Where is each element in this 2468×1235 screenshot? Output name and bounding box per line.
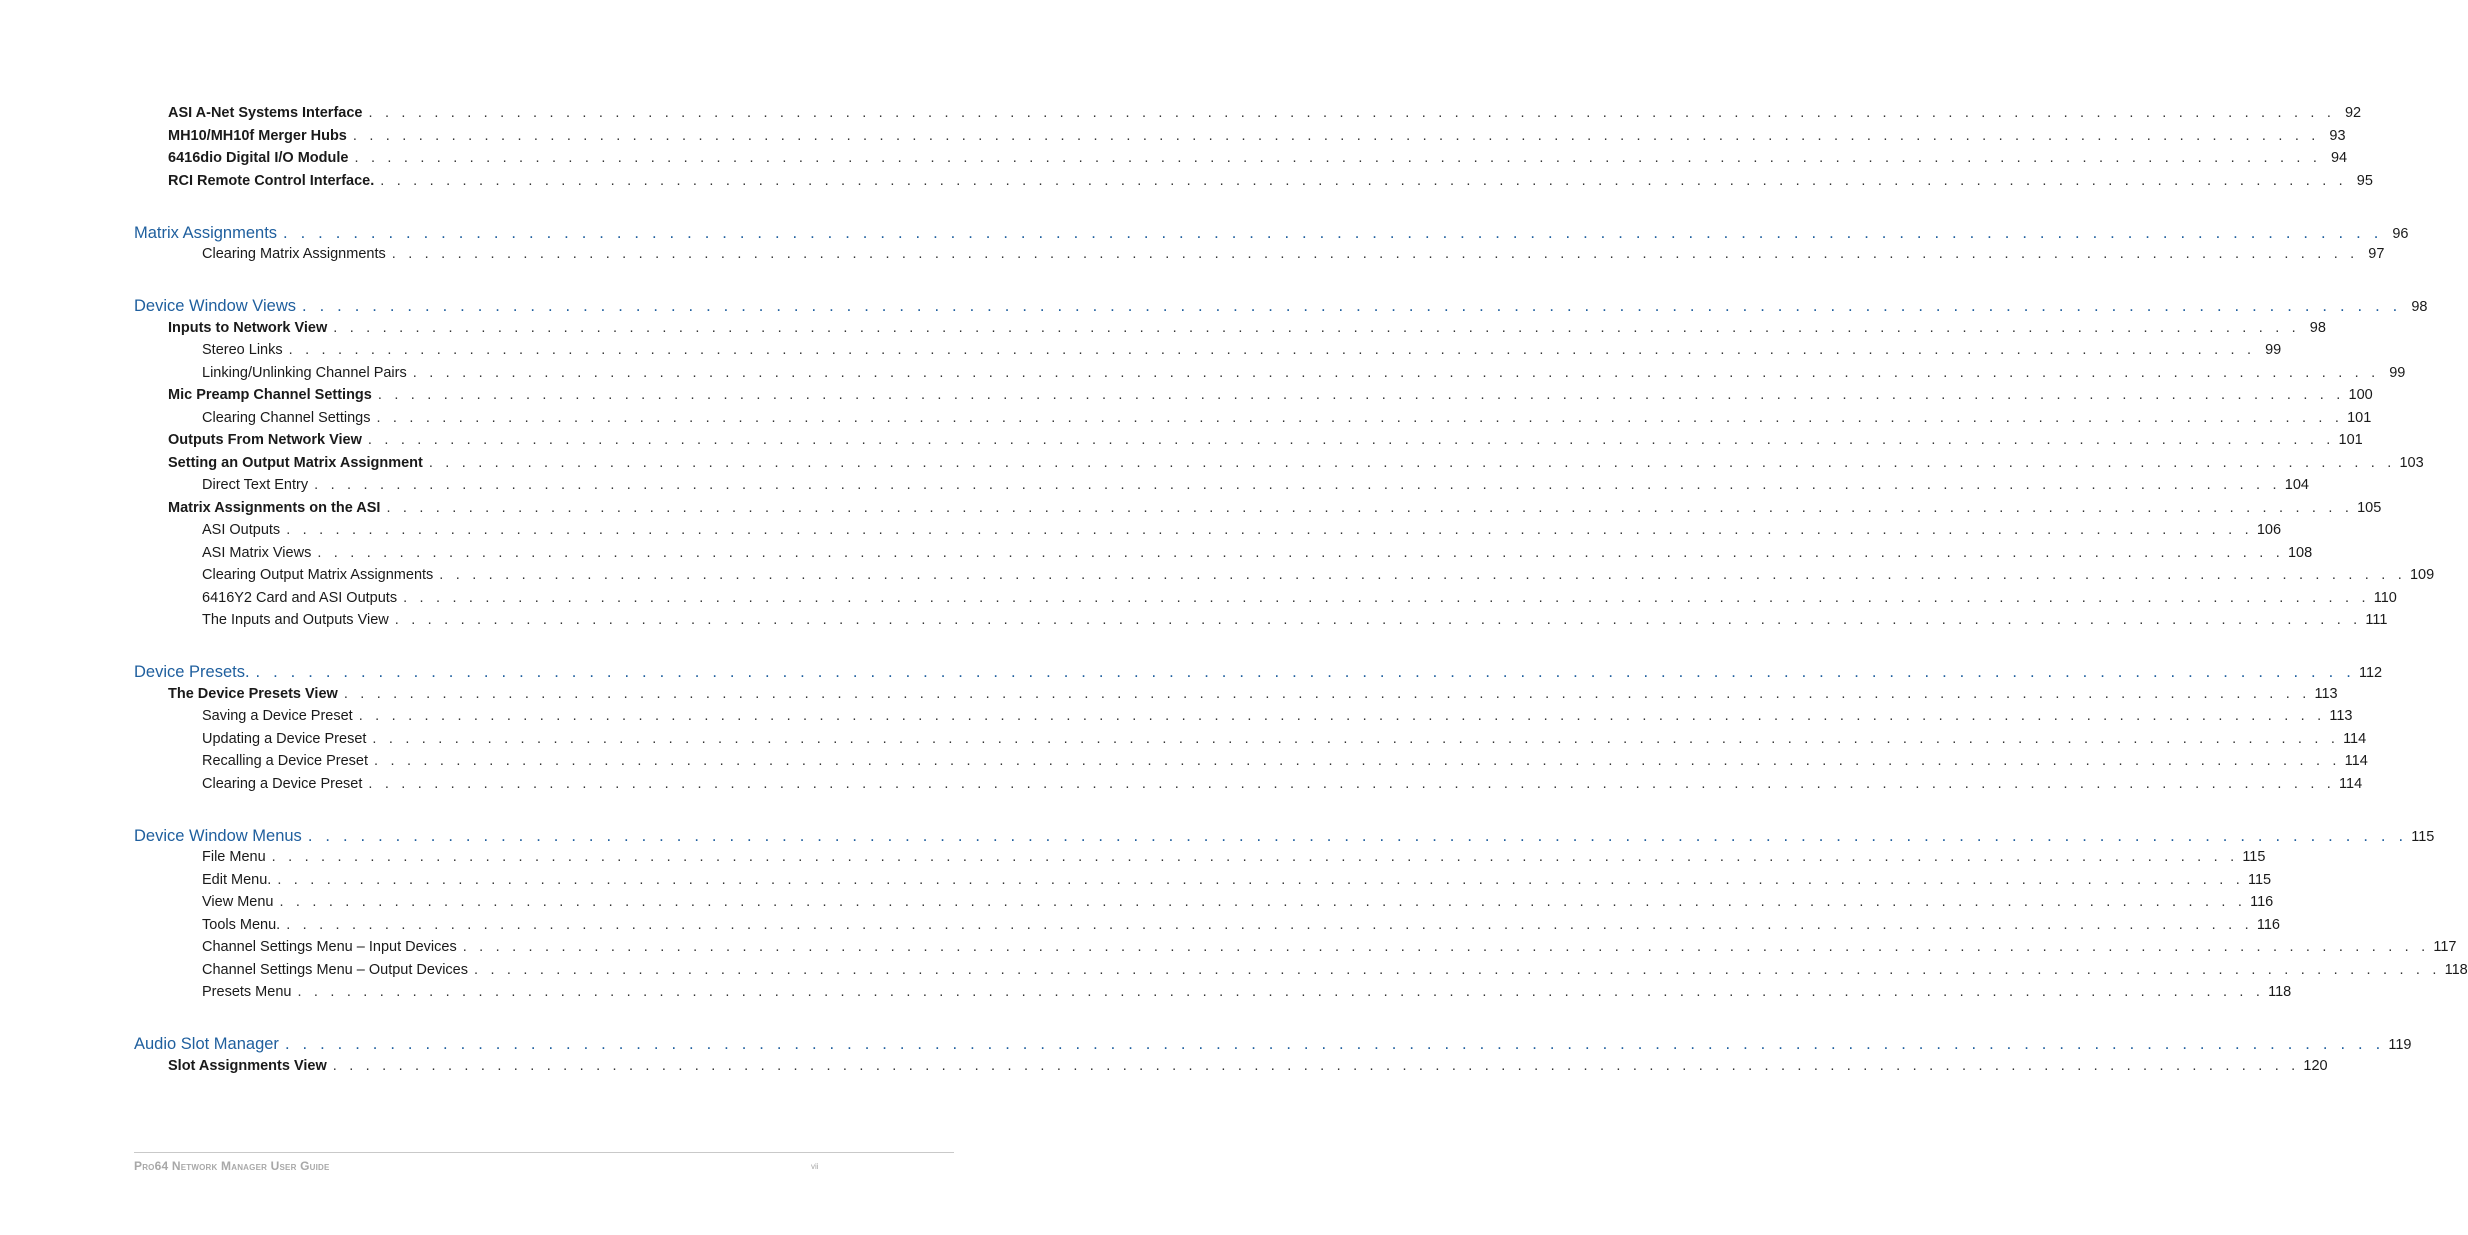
toc-entry-label: Presets Menu bbox=[202, 984, 292, 1000]
toc-entry-label: Inputs to Network View bbox=[168, 320, 328, 336]
toc-entry-label: ASI Outputs bbox=[202, 522, 281, 538]
toc-entry-label: Slot Assignments View bbox=[168, 1058, 327, 1074]
toc-entry-page: 119 bbox=[2388, 1037, 2412, 1053]
toc-leader-dots: . . . . . . . . . . . . . . . . . . . . . . . . . . . . . . . . . . . . . . . . . . . . . . . . . . . . . . . . . . . . . . . . . . . . . . . . . . . . . . . . . . . . . . . . . . . . . . . . . . . . . . . . . . . . . . . . . . . . . . . . bbox=[391, 246, 2359, 262]
toc-entry[interactable] bbox=[168, 320, 2326, 342]
toc-leader-dots: . . . . . . . . . . . . . . . . . . . . . . . . . . . . . . . . . . . . . . . . . . . . . . . . . . . . . . . . . . . . . . . . . . . . . . . . . . . . . . . . . . . . . . . . . . . . . . . . . . . . . . . . . . . . . . . . . . . . . . . . bbox=[374, 753, 2341, 769]
toc-leader-dots: . . . . . . . . . . . . . . . . . . . . . . . . . . . . . . . . . . . . . . . . . . . . . . . . . . . . . . . . . . . . . . . . . . . . . . . . . . . . . . . . . . . . . . . . . . . . . . . . . . . . . . . . . . . . . . . . . . . . . . . . bbox=[439, 567, 2406, 583]
toc-entry-label: RCI Remote Control Interface. bbox=[168, 173, 375, 189]
toc-leader-dots: . . . . . . . . . . . . . . . . . . . . . . . . . . . . . . . . . . . . . . . . . . . . . . . . . . . . . . . . . . . . . . . . . . . . . . . . . . . . . . . . . . . . . . . . . . . . . . . . . . . . . . . . . . . . . . . . . . . . . . . . bbox=[354, 150, 2322, 166]
toc-entry[interactable] bbox=[202, 894, 2274, 916]
toc-leader-dots: . . . . . . . . . . . . . . . . . . . . . . . . . . . . . . . . . . . . . . . . . . . . . . . . . . . . . . . . . . . . . . . . . . . . . . . . . . . . . . . . . . . . . . . . . . . . . . . . . . . . . . . . . . . . . . . . . . . . . . . . bbox=[307, 827, 2408, 845]
toc-entry-label: Clearing Output Matrix Assignments bbox=[202, 567, 434, 583]
toc-entry-label: Outputs From Network View bbox=[168, 432, 362, 448]
toc-leader-dots: . . . . . . . . . . . . . . . . . . . . . . . . . . . . . . . . . . . . . . . . . . . . . . . . . . . . . . . . . . . . . . . . . . . . . . . . . . . . . . . . . . . . . . . . . . . . . . . . . . . . . . . . . . . . . . . . . . . . . . . . bbox=[332, 1058, 2300, 1074]
toc-leader-dots: . . . . . . . . . . . . . . . . . . . . . . . . . . . . . . . . . . . . . . . . . . . . . . . . . . . . . . . . . . . . . . . . . . . . . . . . . . . . . . . . . . . . . . . . . . . . . . . . . . . . . . . . . . . . . . . . . . . . . . . . bbox=[394, 612, 2362, 628]
toc-entry-label: Setting an Output Matrix Assignment bbox=[168, 455, 423, 471]
toc-entry[interactable] bbox=[202, 246, 2385, 268]
toc-entry-label: Linking/Unlinking Channel Pairs bbox=[202, 365, 407, 381]
toc-entry-page: 105 bbox=[2357, 500, 2382, 516]
toc-entry-page: 98 bbox=[2411, 299, 2428, 315]
toc-leader-dots: . . . . . . . . . . . . . . . . . . . . . . . . . . . . . . . . . . . . . . . . . . . . . . . . . . . . . . . . . . . . . . . . . . . . . . . . . . . . . . . . . . . . . . . . . . . . . . . . . . . . . . . . . . . . . . . . . . . . . . . . bbox=[284, 1035, 2385, 1053]
toc-entry-label: Clearing Channel Settings bbox=[202, 410, 371, 426]
toc-entry[interactable] bbox=[202, 477, 2309, 499]
toc-leader-dots: . . . . . . . . . . . . . . . . . . . . . . . . . . . . . . . . . . . . . . . . . . . . . . . . . . . . . . . . . . . . . . . . . . . . . . . . . . . . . . . . . . . . . . . . . . . . . . . . . . . . . . . . . . . . . . . . . . . . . . . . bbox=[368, 776, 2336, 792]
toc-entry-page: 111 bbox=[2365, 612, 2388, 628]
toc-entry[interactable] bbox=[168, 500, 2382, 522]
toc-leader-dots: . . . . . . . . . . . . . . . . . . . . . . . . . . . . . . . . . . . . . . . . . . . . . . . . . . . . . . . . . . . . . . . . . . . . . . . . . . . . . . . . . . . . . . . . . . . . . . . . . . . . . . . . . . . . . . . . . . . . . . . . bbox=[358, 708, 2326, 724]
toc-entry-label: View Menu bbox=[202, 894, 274, 910]
toc-entry-page: 114 bbox=[2344, 753, 2368, 769]
toc-entry[interactable] bbox=[202, 612, 2388, 634]
toc-entry-page: 101 bbox=[2347, 410, 2372, 426]
toc-entry-page: 108 bbox=[2287, 545, 2313, 561]
toc-entry-label: Channel Settings Menu – Input Devices bbox=[202, 939, 457, 955]
toc-entry-label: Tools Menu. bbox=[202, 917, 281, 933]
toc-leader-dots: . . . . . . . . . . . . . . . . . . . . . . . . . . . . . . . . . . . . . . . . . . . . . . . . . . . . . . . . . . . . . . . . . . . . . . . . . . . . . . . . . . . . . . . . . . . . . . . . . . . . . . . . . . . . . . . . . . . . . . . . bbox=[380, 173, 2347, 189]
toc-leader-dots: . . . . . . . . . . . . . . . . . . . . . . . . . . . . . . . . . . . . . . . . . . . . . . . . . . . . . . . . . . . . . . . . . . . . . . . . . . . . . . . . . . . . . . . . . . . . . . . . . . . . . . . . . . . . . . . . . . . . . . . . bbox=[428, 455, 2396, 471]
toc-entry-page: 98 bbox=[2309, 320, 2326, 336]
toc-leader-dots: . . . . . . . . . . . . . . . . . . . . . . . . . . . . . . . . . . . . . . . . . . . . . . . . . . . . . . . . . . . . . . . . . . . . . . . . . . . . . . . . . . . . . . . . . . . . . . . . . . . . . . . . . . . . . . . . . . . . . . . . bbox=[277, 872, 2244, 888]
toc-entry-label: Device Window Views bbox=[134, 297, 297, 315]
toc-leader-dots: . . . . . . . . . . . . . . . . . . . . . . . . . . . . . . . . . . . . . . . . . . . . . . . . . . . . . . . . . . . . . . . . . . . . . . . . . . . . . . . . . . . . . . . . . . . . . . . . . . . . . . . . . . . . . . . . . . . . . . . . bbox=[297, 984, 2265, 1000]
footer-divider bbox=[134, 1152, 954, 1153]
toc-section-heading[interactable] bbox=[134, 297, 2428, 319]
toc-leader-dots: . . . . . . . . . . . . . . . . . . . . . . . . . . . . . . . . . . . . . . . . . . . . . . . . . . . . . . . . . . . . . . . . . . . . . . . . . . . . . . . . . . . . . . . . . . . . . . . . . . . . . . . . . . . . . . . . . . . . . . . . bbox=[473, 962, 2441, 978]
toc-entry-page: 113 bbox=[2329, 708, 2353, 724]
toc-entry-page: 114 bbox=[2339, 776, 2363, 792]
toc-section-heading[interactable] bbox=[134, 663, 2383, 685]
toc-leader-dots: . . . . . . . . . . . . . . . . . . . . . . . . . . . . . . . . . . . . . . . . . . . . . . . . . . . . . . . . . . . . . . . . . . . . . . . . . . . . . . . . . . . . . . . . . . . . . . . . . . . . . . . . . . . . . . . . . . . . . . . . bbox=[343, 686, 2311, 702]
toc-entry[interactable] bbox=[168, 173, 2373, 195]
footer-page-number: vii bbox=[811, 1162, 819, 1171]
toc-section-heading[interactable] bbox=[134, 827, 2435, 849]
toc-entry[interactable] bbox=[168, 455, 2424, 477]
toc-entry[interactable] bbox=[202, 545, 2313, 567]
toc-leader-dots: . . . . . . . . . . . . . . . . . . . . . . . . . . . . . . . . . . . . . . . . . . . . . . . . . . . . . . . . . . . . . . . . . . . . . . . . . . . . . . . . . . . . . . . . . . . . . . . . . . . . . . . . . . . . . . . . . . . . . . . . bbox=[333, 320, 2300, 336]
toc-entry-page: 97 bbox=[2368, 246, 2385, 262]
toc-entry-label: Stereo Links bbox=[202, 342, 283, 358]
toc-leader-dots: . . . . . . . . . . . . . . . . . . . . . . . . . . . . . . . . . . . . . . . . . . . . . . . . . . . . . . . . . . . . . . . . . . . . . . . . . . . . . . . . . . . . . . . . . . . . . . . . . . . . . . . . . . . . . . . . . . . . . . . . bbox=[376, 410, 2344, 426]
toc-entry[interactable] bbox=[202, 342, 2282, 364]
toc-entry-page: 96 bbox=[2392, 226, 2409, 242]
toc-entry-page: 95 bbox=[2356, 173, 2373, 189]
toc-leader-dots: . . . . . . . . . . . . . . . . . . . . . . . . . . . . . . . . . . . . . . . . . . . . . . . . . . . . . . . . . . . . . . . . . . . . . . . . . . . . . . . . . . . . . . . . . . . . . . . . . . . . . . . . . . . . . . . . . . . . . . . . bbox=[283, 224, 2383, 242]
toc-entry[interactable] bbox=[202, 567, 2435, 589]
toc-entry-label: 6416dio Digital I/O Module bbox=[168, 150, 349, 166]
toc-entry-label: MH10/MH10f Merger Hubs bbox=[168, 128, 347, 144]
toc-entry-page: 114 bbox=[2343, 731, 2367, 747]
toc-leader-dots: . . . . . . . . . . . . . . . . . . . . . . . . . . . . . . . . . . . . . . . . . . . . . . . . . . . . . . . . . . . . . . . . . . . . . . . . . . . . . . . . . . . . . . . . . . . . . . . . . . . . . . . . . . . . . . . . . . . . . . . . bbox=[412, 365, 2380, 381]
toc-leader-dots: . . . . . . . . . . . . . . . . . . . . . . . . . . . . . . . . . . . . . . . . . . . . . . . . . . . . . . . . . . . . . . . . . . . . . . . . . . . . . . . . . . . . . . . . . . . . . . . . . . . . . . . . . . . . . . . . . . . . . . . . bbox=[367, 432, 2335, 448]
toc-entry-label: File Menu bbox=[202, 849, 266, 865]
toc-entry-page: 100 bbox=[2348, 387, 2373, 403]
toc-entry-page: 113 bbox=[2314, 686, 2338, 702]
toc-entry-page: 116 bbox=[2250, 894, 2274, 910]
toc-entry[interactable] bbox=[202, 731, 2367, 753]
toc-entry[interactable] bbox=[202, 962, 2468, 984]
toc-entry-page: 115 bbox=[2247, 872, 2272, 888]
toc-entry[interactable] bbox=[202, 776, 2363, 798]
toc-entry-label: Saving a Device Preset bbox=[202, 708, 353, 724]
toc-entry-page: 101 bbox=[2338, 432, 2363, 448]
toc-leader-dots: . . . . . . . . . . . . . . . . . . . . . . . . . . . . . . . . . . . . . . . . . . . . . . . . . . . . . . . . . . . . . . . . . . . . . . . . . . . . . . . . . . . . . . . . . . . . . . . . . . . . . . . . . . . . . . . . . . . . . . . . bbox=[286, 917, 2253, 933]
toc-section-heading[interactable] bbox=[134, 1035, 2412, 1057]
toc-entry-label: Clearing a Device Preset bbox=[202, 776, 363, 792]
toc-entry-label: Device Window Menus bbox=[134, 827, 302, 845]
toc-leader-dots: . . . . . . . . . . . . . . . . . . . . . . . . . . . . . . . . . . . . . . . . . . . . . . . . . . . . . . . . . . . . . . . . . . . . . . . . . . . . . . . . . . . . . . . . . . . . . . . . . . . . . . . . . . . . . . . . . . . . . . . . bbox=[314, 477, 2281, 493]
toc-entry-page: 118 bbox=[2444, 962, 2468, 978]
toc-entry[interactable] bbox=[202, 753, 2368, 775]
toc-entry-label: Updating a Device Preset bbox=[202, 731, 367, 747]
toc-entry[interactable] bbox=[168, 432, 2363, 454]
toc-entry-page: 115 bbox=[2411, 829, 2435, 845]
toc-entry-page: 120 bbox=[2303, 1058, 2328, 1074]
toc-entry-label: Clearing Matrix Assignments bbox=[202, 246, 386, 262]
toc-entry-page: 109 bbox=[2409, 567, 2435, 583]
toc-entry[interactable] bbox=[202, 849, 2266, 871]
toc-leader-dots: . . . . . . . . . . . . . . . . . . . . . . . . . . . . . . . . . . . . . . . . . . . . . . . . . . . . . . . . . . . . . . . . . . . . . . . . . . . . . . . . . . . . . . . . . . . . . . . . . . . . . . . . . . . . . . . . . . . . . . . . bbox=[403, 590, 2370, 606]
toc-entry[interactable] bbox=[202, 365, 2406, 387]
toc-entry-label: Device Presets. bbox=[134, 663, 250, 681]
toc-entry-page: 94 bbox=[2330, 150, 2348, 166]
toc-entry-label: ASI A-Net Systems Interface bbox=[168, 105, 363, 121]
toc-entry[interactable] bbox=[202, 590, 2397, 612]
toc-entry[interactable] bbox=[168, 128, 2346, 150]
toc-entry-page: 110 bbox=[2373, 590, 2397, 606]
toc-leader-dots: . . . . . . . . . . . . . . . . . . . . . . . . . . . . . . . . . . . . . . . . . . . . . . . . . . . . . . . . . . . . . . . . . . . . . . . . . . . . . . . . . . . . . . . . . . . . . . . . . . . . . . . . . . . . . . . . . . . . . . . . bbox=[317, 545, 2284, 561]
toc-leader-dots: . . . . . . . . . . . . . . . . . . . . . . . . . . . . . . . . . . . . . . . . . . . . . . . . . . . . . . . . . . . . . . . . . . . . . . . . . . . . . . . . . . . . . . . . . . . . . . . . . . . . . . . . . . . . . . . . . . . . . . . . bbox=[377, 387, 2345, 403]
toc-entry-page: 106 bbox=[2256, 522, 2282, 538]
toc-entry[interactable] bbox=[168, 150, 2348, 172]
footer-title: Pro64 Network Manager User Guide bbox=[134, 1159, 330, 1173]
toc-entry[interactable] bbox=[168, 686, 2338, 708]
toc-entry-page: 99 bbox=[2265, 342, 2282, 358]
toc-entry-page: 116 bbox=[2256, 917, 2280, 933]
toc-entry[interactable] bbox=[202, 939, 2457, 961]
toc-leader-dots: . . . . . . . . . . . . . . . . . . . . . . . . . . . . . . . . . . . . . . . . . . . . . . . . . . . . . . . . . . . . . . . . . . . . . . . . . . . . . . . . . . . . . . . . . . . . . . . . . . . . . . . . . . . . . . . . . . . . . . . . bbox=[386, 500, 2354, 516]
toc-entry-label: Edit Menu. bbox=[202, 872, 272, 888]
toc-entry-page: 99 bbox=[2389, 365, 2406, 381]
toc-entry-label: Matrix Assignments on the ASI bbox=[168, 500, 381, 516]
toc-entry-label: Matrix Assignments bbox=[134, 224, 278, 242]
toc-leader-dots: . . . . . . . . . . . . . . . . . . . . . . . . . . . . . . . . . . . . . . . . . . . . . . . . . . . . . . . . . . . . . . . . . . . . . . . . . . . . . . . . . . . . . . . . . . . . . . . . . . . . . . . . . . . . . . . . . . . . . . . . bbox=[255, 663, 2355, 681]
toc-entry-page: 117 bbox=[2433, 939, 2457, 955]
toc-section-heading[interactable] bbox=[134, 224, 2409, 246]
toc-leader-dots: . . . . . . . . . . . . . . . . . . . . . . . . . . . . . . . . . . . . . . . . . . . . . . . . . . . . . . . . . . . . . . . . . . . . . . . . . . . . . . . . . . . . . . . . . . . . . . . . . . . . . . . . . . . . . . . . . . . . . . . . bbox=[286, 522, 2253, 538]
toc-entry[interactable] bbox=[168, 1058, 2328, 1080]
toc-entry-label: Recalling a Device Preset bbox=[202, 753, 369, 769]
toc-entry[interactable] bbox=[202, 984, 2292, 1006]
toc-entry-page: 103 bbox=[2399, 455, 2424, 471]
toc-entry-page: 115 bbox=[2242, 849, 2266, 865]
toc-entry[interactable] bbox=[202, 917, 2280, 939]
toc-entry-label: Channel Settings Menu – Output Devices bbox=[202, 962, 468, 978]
toc-entry-label: The Device Presets View bbox=[168, 686, 338, 702]
toc-entry[interactable] bbox=[202, 410, 2372, 432]
toc-entry-page: 118 bbox=[2268, 984, 2292, 1000]
toc-entry-page: 92 bbox=[2344, 105, 2362, 121]
toc-entry-page: 93 bbox=[2329, 128, 2346, 144]
toc-entry-label: Mic Preamp Channel Settings bbox=[168, 387, 372, 403]
toc-leader-dots: . . . . . . . . . . . . . . . . . . . . . . . . . . . . . . . . . . . . . . . . . . . . . . . . . . . . . . . . . . . . . . . . . . . . . . . . . . . . . . . . . . . . . . . . . . . . . . . . . . . . . . . . . . . . . . . . . . . . . . . . bbox=[462, 939, 2430, 955]
toc-entry[interactable] bbox=[202, 522, 2282, 544]
toc-entry-label: Audio Slot Manager bbox=[134, 1035, 279, 1053]
toc-leader-dots: . . . . . . . . . . . . . . . . . . . . . . . . . . . . . . . . . . . . . . . . . . . . . . . . . . . . . . . . . . . . . . . . . . . . . . . . . . . . . . . . . . . . . . . . . . . . . . . . . . . . . . . . . . . . . . . . . . . . . . . . bbox=[279, 894, 2247, 910]
toc-leader-dots: . . . . . . . . . . . . . . . . . . . . . . . . . . . . . . . . . . . . . . . . . . . . . . . . . . . . . . . . . . . . . . . . . . . . . . . . . . . . . . . . . . . . . . . . . . . . . . . . . . . . . . . . . . . . . . . . . . . . . . . . bbox=[288, 342, 2256, 358]
toc-leader-dots: . . . . . . . . . . . . . . . . . . . . . . . . . . . . . . . . . . . . . . . . . . . . . . . . . . . . . . . . . . . . . . . . . . . . . . . . . . . . . . . . . . . . . . . . . . . . . . . . . . . . . . . . . . . . . . . . . . . . . . . . bbox=[302, 297, 2402, 315]
toc-entry[interactable] bbox=[168, 387, 2373, 409]
toc-entry-label: Direct Text Entry bbox=[202, 477, 309, 493]
toc-leader-dots: . . . . . . . . . . . . . . . . . . . . . . . . . . . . . . . . . . . . . . . . . . . . . . . . . . . . . . . . . . . . . . . . . . . . . . . . . . . . . . . . . . . . . . . . . . . . . . . . . . . . . . . . . . . . . . . . . . . . . . . . bbox=[372, 731, 2340, 747]
toc-entry[interactable] bbox=[168, 105, 2362, 127]
toc-entry-label: ASI Matrix Views bbox=[202, 545, 312, 561]
toc-entry-label: 6416Y2 Card and ASI Outputs bbox=[202, 590, 398, 606]
toc-entry[interactable] bbox=[202, 872, 2272, 894]
toc-entry-page: 104 bbox=[2284, 477, 2309, 493]
toc-leader-dots: . . . . . . . . . . . . . . . . . . . . . . . . . . . . . . . . . . . . . . . . . . . . . . . . . . . . . . . . . . . . . . . . . . . . . . . . . . . . . . . . . . . . . . . . . . . . . . . . . . . . . . . . . . . . . . . . . . . . . . . . bbox=[368, 105, 2336, 121]
toc-entry-page: 112 bbox=[2358, 665, 2383, 681]
toc-entry[interactable] bbox=[202, 708, 2353, 730]
toc-leader-dots: . . . . . . . . . . . . . . . . . . . . . . . . . . . . . . . . . . . . . . . . . . . . . . . . . . . . . . . . . . . . . . . . . . . . . . . . . . . . . . . . . . . . . . . . . . . . . . . . . . . . . . . . . . . . . . . . . . . . . . . . bbox=[271, 849, 2239, 865]
toc-leader-dots: . . . . . . . . . . . . . . . . . . . . . . . . . . . . . . . . . . . . . . . . . . . . . . . . . . . . . . . . . . . . . . . . . . . . . . . . . . . . . . . . . . . . . . . . . . . . . . . . . . . . . . . . . . . . . . . . . . . . . . . . bbox=[352, 128, 2320, 144]
toc-entry-label: The Inputs and Outputs View bbox=[202, 612, 389, 628]
